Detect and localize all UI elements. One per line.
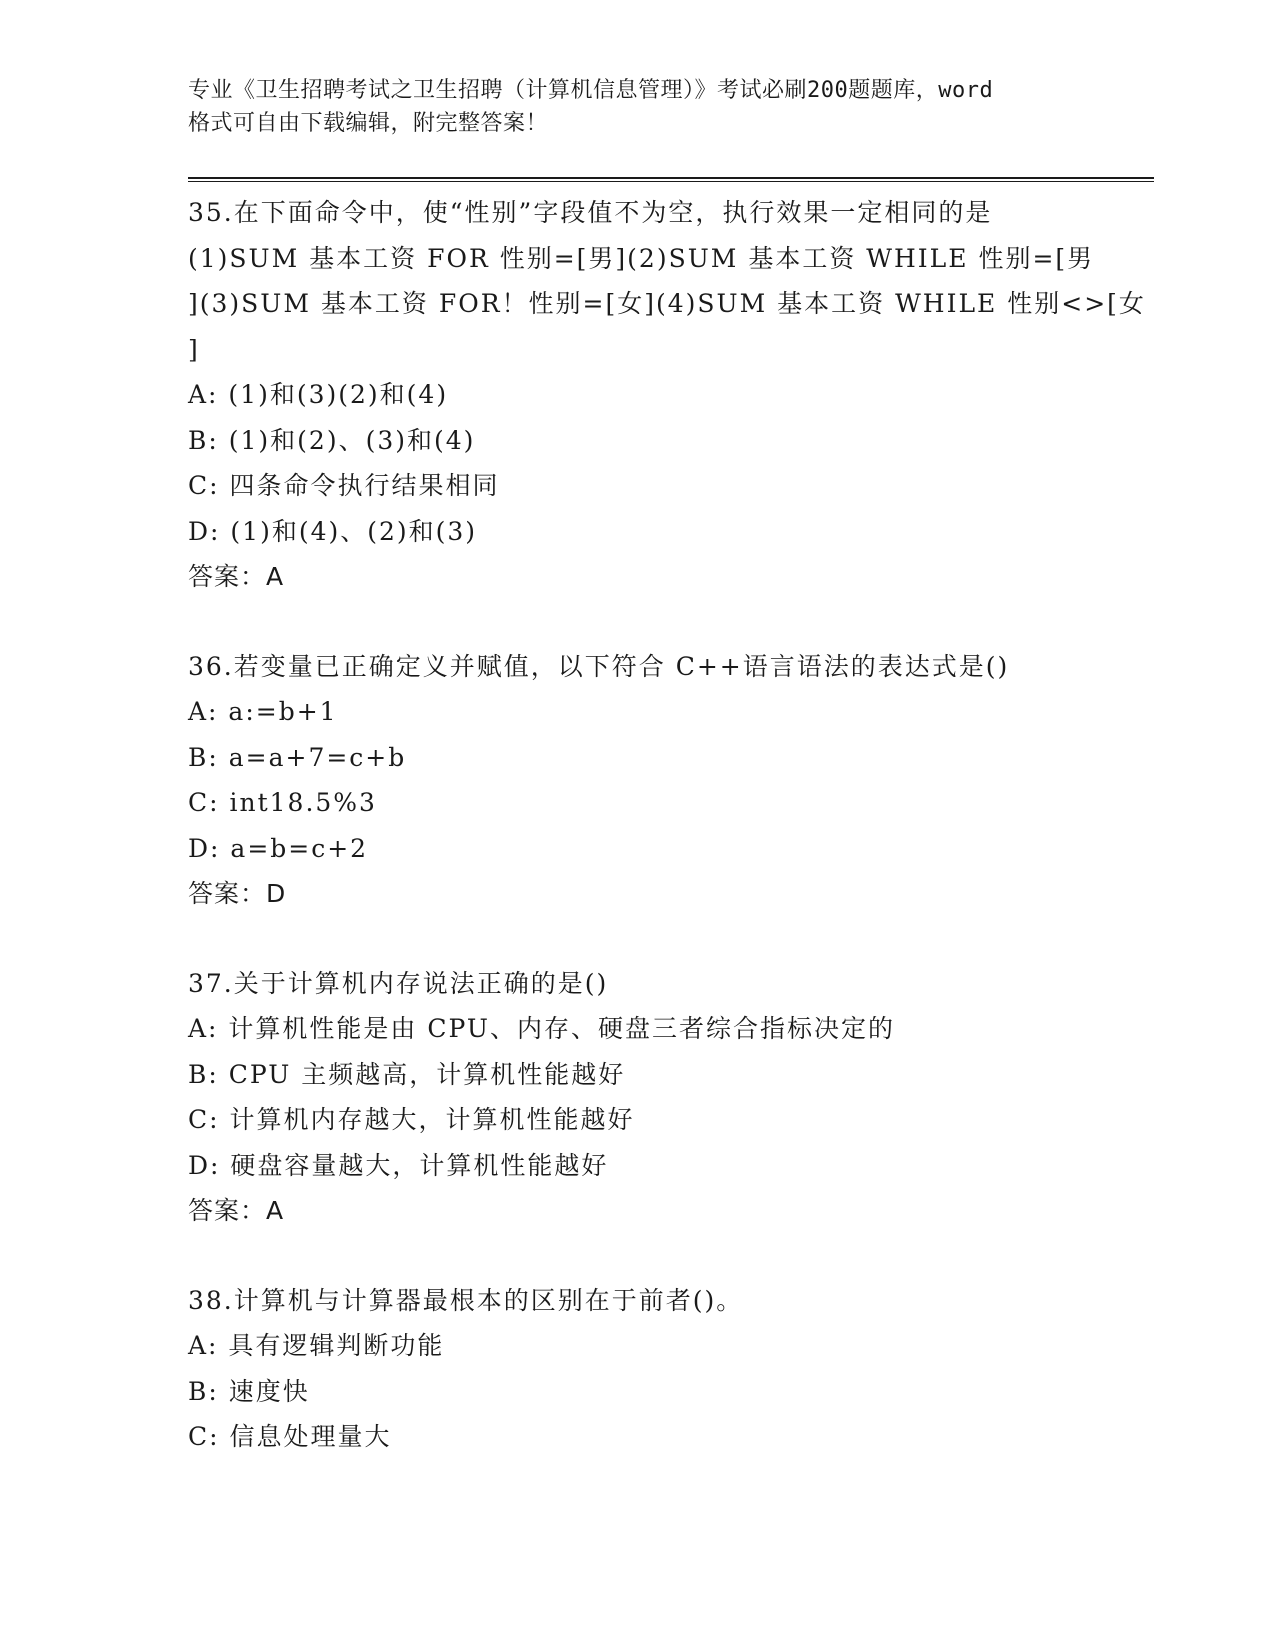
question-list — [188, 190, 1146, 1504]
header-line-1: 专业《卫生招聘考试之卫生招聘（计算机信息管理）》考试必刷200题题库，word — [188, 78, 994, 103]
option-d: D: a=b=c+2 — [188, 833, 369, 863]
answer-value: A — [266, 1196, 285, 1225]
option-a: A: 具有逻辑判断功能 — [188, 1331, 445, 1360]
question-38 — [188, 1278, 1118, 1460]
option-d: D: 硬盘容量越大，计算机性能越好 — [188, 1150, 609, 1180]
header-divider-bottom — [188, 181, 1154, 182]
option-c: C: 信息处理量大 — [188, 1422, 392, 1451]
answer-value: D — [266, 879, 287, 908]
question-stem-line: (1)SUM 基本工资 FOR 性别=[男](2)SUM 基本工资 WHILE 性别=[男 — [188, 243, 1095, 273]
answer-label: 答案： — [188, 562, 267, 591]
question-36 — [188, 644, 1118, 917]
header-line-2: 格式可自由下载编辑，附完整答案！ — [188, 111, 549, 136]
question-stem-line: 36.若变量已正确定义并赋值，以下符合 C++语言语法的表达式是() — [188, 651, 1010, 681]
answer-line — [188, 554, 1118, 600]
answer-value: A — [266, 562, 285, 591]
question-stem-line: 38.计算机与计算器最根本的区别在于前者()。 — [188, 1285, 744, 1315]
answer-line — [188, 1188, 1118, 1234]
option-c: C: int18.5%3 — [188, 788, 377, 817]
document-header — [188, 74, 1088, 140]
answer-label: 答案： — [188, 879, 267, 908]
answer-label: 答案： — [188, 1196, 267, 1225]
option-b: B: (1)和(2)、(3)和(4) — [188, 425, 476, 455]
question-stem-line: ] — [188, 334, 200, 364]
question-stem-line: 35.在下面命令中，使“性别”字段值不为空，执行效果一定相同的是 — [188, 198, 993, 227]
option-a: A: 计算机性能是由 CPU、内存、硬盘三者综合指标决定的 — [188, 1014, 895, 1043]
option-b: B: 速度快 — [188, 1376, 310, 1406]
answer-line — [188, 871, 1118, 917]
option-b: B: CPU 主频越高，计算机性能越好 — [188, 1059, 626, 1089]
question-stem-line: ](3)SUM 基本工资 FOR！性别=[女](4)SUM 基本工资 WHILE 性别<>[女 — [188, 289, 1146, 318]
option-a: A: a:=b+1 — [188, 697, 338, 726]
header-divider-top — [188, 177, 1154, 179]
option-a: A: (1)和(3)(2)和(4) — [188, 380, 449, 409]
option-c: C: 四条命令执行结果相同 — [188, 471, 500, 500]
option-c: C: 计算机内存越大，计算机性能越好 — [188, 1105, 635, 1134]
option-d: D: (1)和(4)、(2)和(3) — [188, 516, 478, 546]
question-stem-line: 37.关于计算机内存说法正确的是() — [188, 968, 609, 998]
option-b: B: a=a+7=c+b — [188, 742, 407, 772]
question-37 — [188, 961, 1118, 1234]
question-35 — [188, 190, 1146, 600]
